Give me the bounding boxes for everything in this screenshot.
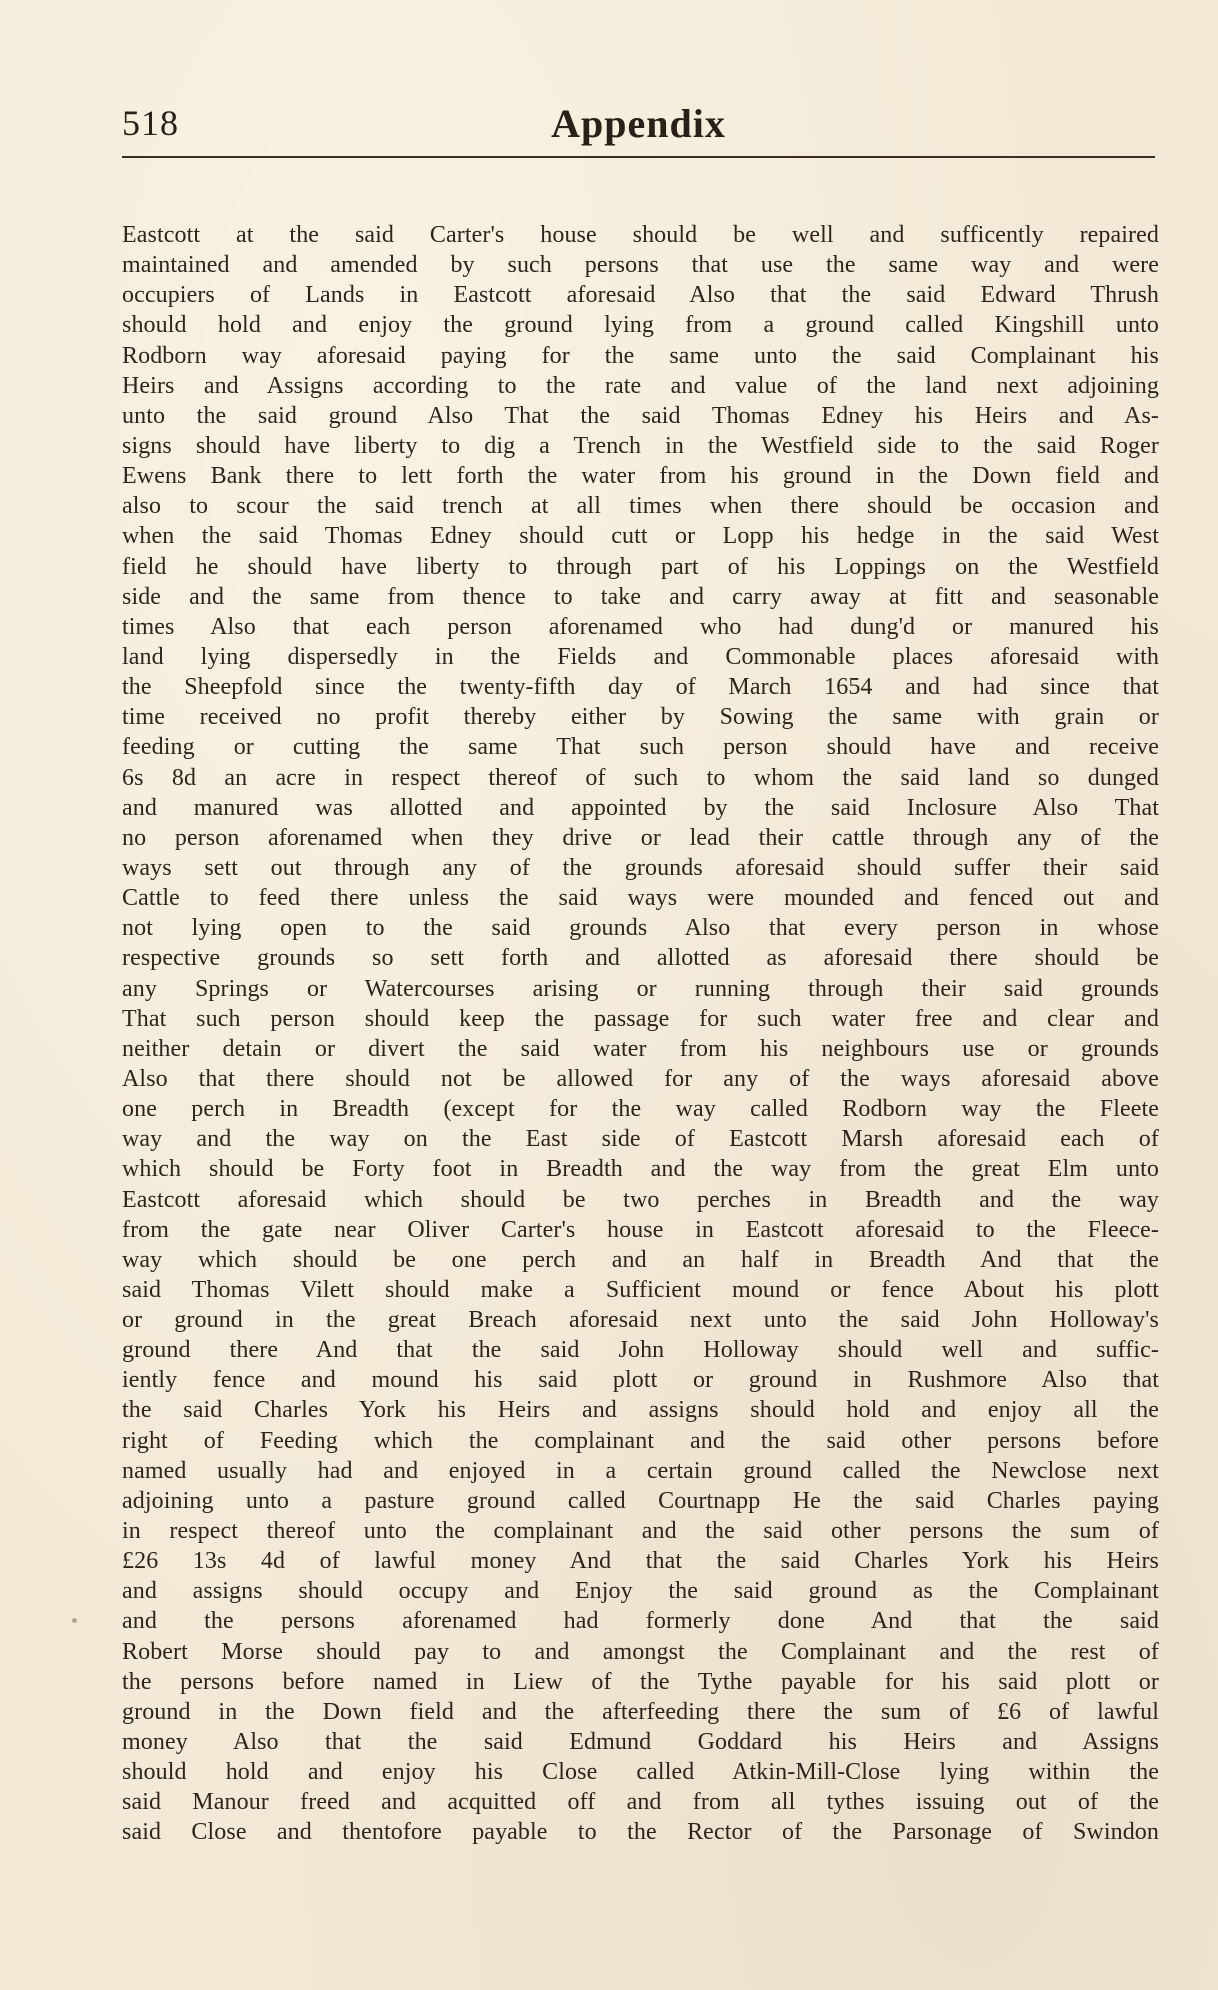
page-number: 518 — [122, 103, 179, 143]
text-line: the Sheepfold since the twenty-fifth day of March 1654 and had since that — [122, 674, 1159, 701]
text-line: signs should have liberty to dig a Trench in the Westfield side to the said Roger — [122, 432, 1159, 459]
text-line: ground in the Down field and the afterfeeding there the sum of £6 of lawful — [122, 1698, 1159, 1725]
text-line: Eastcott at the said Carter's house should be well and sufficently repaired — [122, 222, 1159, 248]
text-line: and manured was allotted and appointed by the said Inclosure Also That — [122, 794, 1159, 821]
text-line: and the persons aforenamed had formerly done And that the said — [122, 1608, 1159, 1635]
text-line: Cattle to feed there unless the said ways were mounded and fenced out and — [122, 885, 1159, 912]
text-line: That such person should keep the passage for such water free and clear and — [122, 1005, 1159, 1032]
text-line: time received no profit thereby either by Sowing the same with grain or — [122, 704, 1159, 731]
text-line: land lying dispersedly in the Fields and Commonable places aforesaid with — [122, 643, 1159, 670]
text-line: times Also that each person aforenamed who had dung'd or manured his — [122, 613, 1159, 640]
text-line: Also that there should not be allowed for any of the ways aforesaid above — [122, 1065, 1159, 1092]
text-line: iently fence and mound his said plott or ground in Rushmore Also that — [122, 1367, 1159, 1394]
text-line: said Thomas Vilett should make a Sufficient mound or fence About his plott — [122, 1276, 1159, 1303]
text-line: unto the said ground Also That the said Thomas Edney his Heirs and As- — [122, 402, 1159, 429]
text-line: 6s 8d an acre in respect thereof of such to whom the said land so dunged — [122, 764, 1159, 791]
text-line: the said Charles York his Heirs and assigns should hold and enjoy all the — [122, 1397, 1159, 1424]
running-head: Appendix — [551, 101, 726, 146]
text-line: said Close and thentofore payable to the Rector of the Parsonage of Swindon — [122, 1819, 1159, 1846]
text-line: money Also that the said Edmund Goddard his Heirs and Assigns — [122, 1729, 1159, 1756]
text-line: from the gate near Oliver Carter's house in Eastcott aforesaid to the Fleece- — [122, 1216, 1159, 1243]
text-line: when the said Thomas Edney should cutt or Lopp his hedge in the said West — [122, 523, 1159, 550]
text-line: right of Feeding which the complainant and the said other persons before — [122, 1427, 1159, 1454]
text-line: not lying open to the said grounds Also that every person in whose — [122, 915, 1159, 942]
page-header — [122, 100, 1155, 150]
text-line: or ground in the great Breach aforesaid next unto the said John Holloway's — [122, 1307, 1159, 1334]
body-text — [122, 220, 1159, 1848]
text-line: way which should be one perch and an half in Breadth And that the — [122, 1246, 1159, 1273]
text-line: Rodborn way aforesaid paying for the same unto the said Complainant his — [122, 342, 1159, 369]
text-line: any Springs or Watercourses arising or running through their said grounds — [122, 975, 1159, 1002]
text-line: Heirs and Assigns according to the rate and value of the land next adjoining — [122, 372, 1159, 399]
text-line: should hold and enjoy the ground lying from a ground called Kingshill unto — [122, 312, 1159, 339]
paper-speck — [72, 1618, 77, 1623]
text-line: ways sett out through any of the grounds aforesaid should suffer their said — [122, 854, 1159, 881]
text-line: Eastcott aforesaid which should be two perches in Breadth and the way — [122, 1186, 1159, 1213]
header-rule — [122, 156, 1155, 158]
text-line: respective grounds so sett forth and allotted as aforesaid there should be — [122, 945, 1159, 972]
text-line: occupiers of Lands in Eastcott aforesaid Also that the said Edward Thrush — [122, 282, 1159, 309]
text-line: also to scour the said trench at all times when there should be occasion and — [122, 493, 1159, 520]
text-line: £26 13s 4d of lawful money And that the said Charles York his Heirs — [122, 1548, 1159, 1575]
text-line: maintained and amended by such persons that use the same way and were — [122, 252, 1159, 279]
text-line: which should be Forty foot in Breadth and the way from the great Elm unto — [122, 1156, 1159, 1183]
text-line: adjoining unto a pasture ground called Courtnapp He the said Charles paying — [122, 1487, 1159, 1514]
text-line: field he should have liberty to through part of his Loppings on the Westfield — [122, 553, 1159, 580]
text-line: ground there And that the said John Holloway should well and suffic- — [122, 1337, 1159, 1364]
text-line: way and the way on the East side of Eastcott Marsh aforesaid each of — [122, 1126, 1159, 1153]
text-line: one perch in Breadth (except for the way called Rodborn way the Fleete — [122, 1096, 1159, 1123]
text-line: said Manour freed and acquitted off and from all tythes issuing out of the — [122, 1789, 1159, 1816]
text-line: in respect thereof unto the complainant and the said other persons the sum of — [122, 1518, 1159, 1545]
text-line: no person aforenamed when they drive or lead their cattle through any of the — [122, 824, 1159, 851]
text-line: feeding or cutting the same That such person should have and receive — [122, 734, 1159, 761]
text-line: and assigns should occupy and Enjoy the said ground as the Complainant — [122, 1578, 1159, 1605]
text-line: named usually had and enjoyed in a certain ground called the Newclose next — [122, 1457, 1159, 1484]
text-line: Robert Morse should pay to and amongst the Complainant and the rest of — [122, 1638, 1159, 1665]
text-line: should hold and enjoy his Close called Atkin-Mill-Close lying within the — [122, 1759, 1159, 1786]
text-line: the persons before named in Liew of the Tythe payable for his said plott or — [122, 1668, 1159, 1695]
text-line: side and the same from thence to take and carry away at fitt and seasonable — [122, 583, 1159, 610]
text-line: neither detain or divert the said water from his neighbours use or grounds — [122, 1035, 1159, 1062]
text-line: Ewens Bank there to lett forth the water from his ground in the Down field and — [122, 463, 1159, 490]
